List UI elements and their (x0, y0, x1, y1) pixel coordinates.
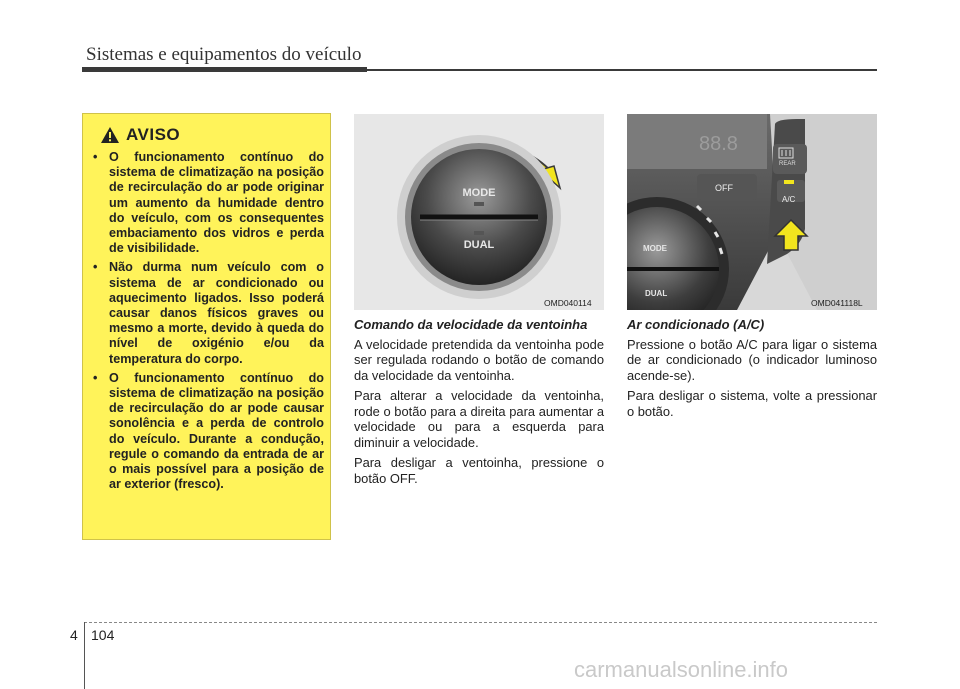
mode-label: MODE (643, 244, 667, 253)
ac-panel-illustration (627, 114, 877, 310)
figure-caption: OMD040114 (544, 298, 592, 308)
off-label: OFF (715, 183, 733, 193)
ac-section (627, 317, 877, 424)
paragraph: Pressione o botão A/C para ligar o sistema de ar condicionado (o indicador luminoso acende-se). (627, 336, 877, 383)
header-title: Sistemas e equipamentos do veículo (86, 44, 362, 65)
paragraph: Para alterar a velocidade da ventoinha, rode o botão para a direita para aumentar a velocidade ou para a esquerda para diminuir a velocidade. (354, 388, 604, 450)
fan-knob-figure (354, 114, 604, 310)
paragraph: Para desligar a ventoinha, pressione o botão OFF. (354, 455, 604, 486)
warning-item: • O funcionamento contínuo do sistema de climatização na posição de recirculação do ar pode originar um aumento da humidade dentro do veículo, com os consequentes embaciamento dos vidros e perda de visibilidade. (93, 150, 324, 256)
dual-label: DUAL (645, 289, 668, 298)
fan-speed-section (354, 317, 604, 491)
paragraph: Para desligar o sistema, volte a pressionar o botão. (627, 388, 877, 419)
svg-text:88.8: 88.8 (699, 133, 738, 155)
rear-label: REAR (779, 161, 796, 167)
knob-dual-label: DUAL (463, 239, 495, 251)
paragraph: A velocidade pretendida da ventoinha pode ser regulada rodando o botão de comando da velocidade da ventoinha. (354, 336, 604, 383)
warning-list (92, 150, 324, 496)
warning-triangle-icon (100, 126, 120, 144)
watermark: carmanualsonline.info (574, 657, 789, 682)
section-heading: Ar condicionado (A/C) (627, 317, 765, 332)
warning-item: • O funcionamento contínuo do sistema de climatização na posição de recirculação do ar pode causar sonolência e a perda de controlo do veículo. Durante a condução, regule o comando da entrada de ar o mais possível para a posição de ar exterior (fresco). (93, 370, 324, 492)
footer-rule (84, 622, 877, 624)
warning-header (100, 123, 180, 147)
figure-caption: OMD041118L (811, 298, 863, 308)
footer-divider (84, 622, 85, 689)
ac-panel-figure (627, 114, 877, 310)
fan-knob-illustration (354, 114, 604, 310)
knob-mode-label: MODE (462, 187, 496, 199)
section-heading: Comando da velocidade da ventoinha (354, 317, 588, 332)
header-rule (82, 67, 367, 72)
header-rule-thin (367, 69, 877, 71)
warning-title: AVISO (126, 125, 181, 144)
chapter-number: 4 (70, 627, 78, 643)
page-number: 104 (91, 627, 115, 643)
warning-item: • Não durma num veículo com o sistema de ar condicionado ou aquecimento ligados. Isso poderá causar danos físicos graves ou mesmo a morte, devido à queda do nível de oxigénio e/ou da temperatura do corpo. (93, 260, 324, 366)
ac-label: A/C (782, 195, 796, 204)
warning-box (82, 113, 331, 540)
